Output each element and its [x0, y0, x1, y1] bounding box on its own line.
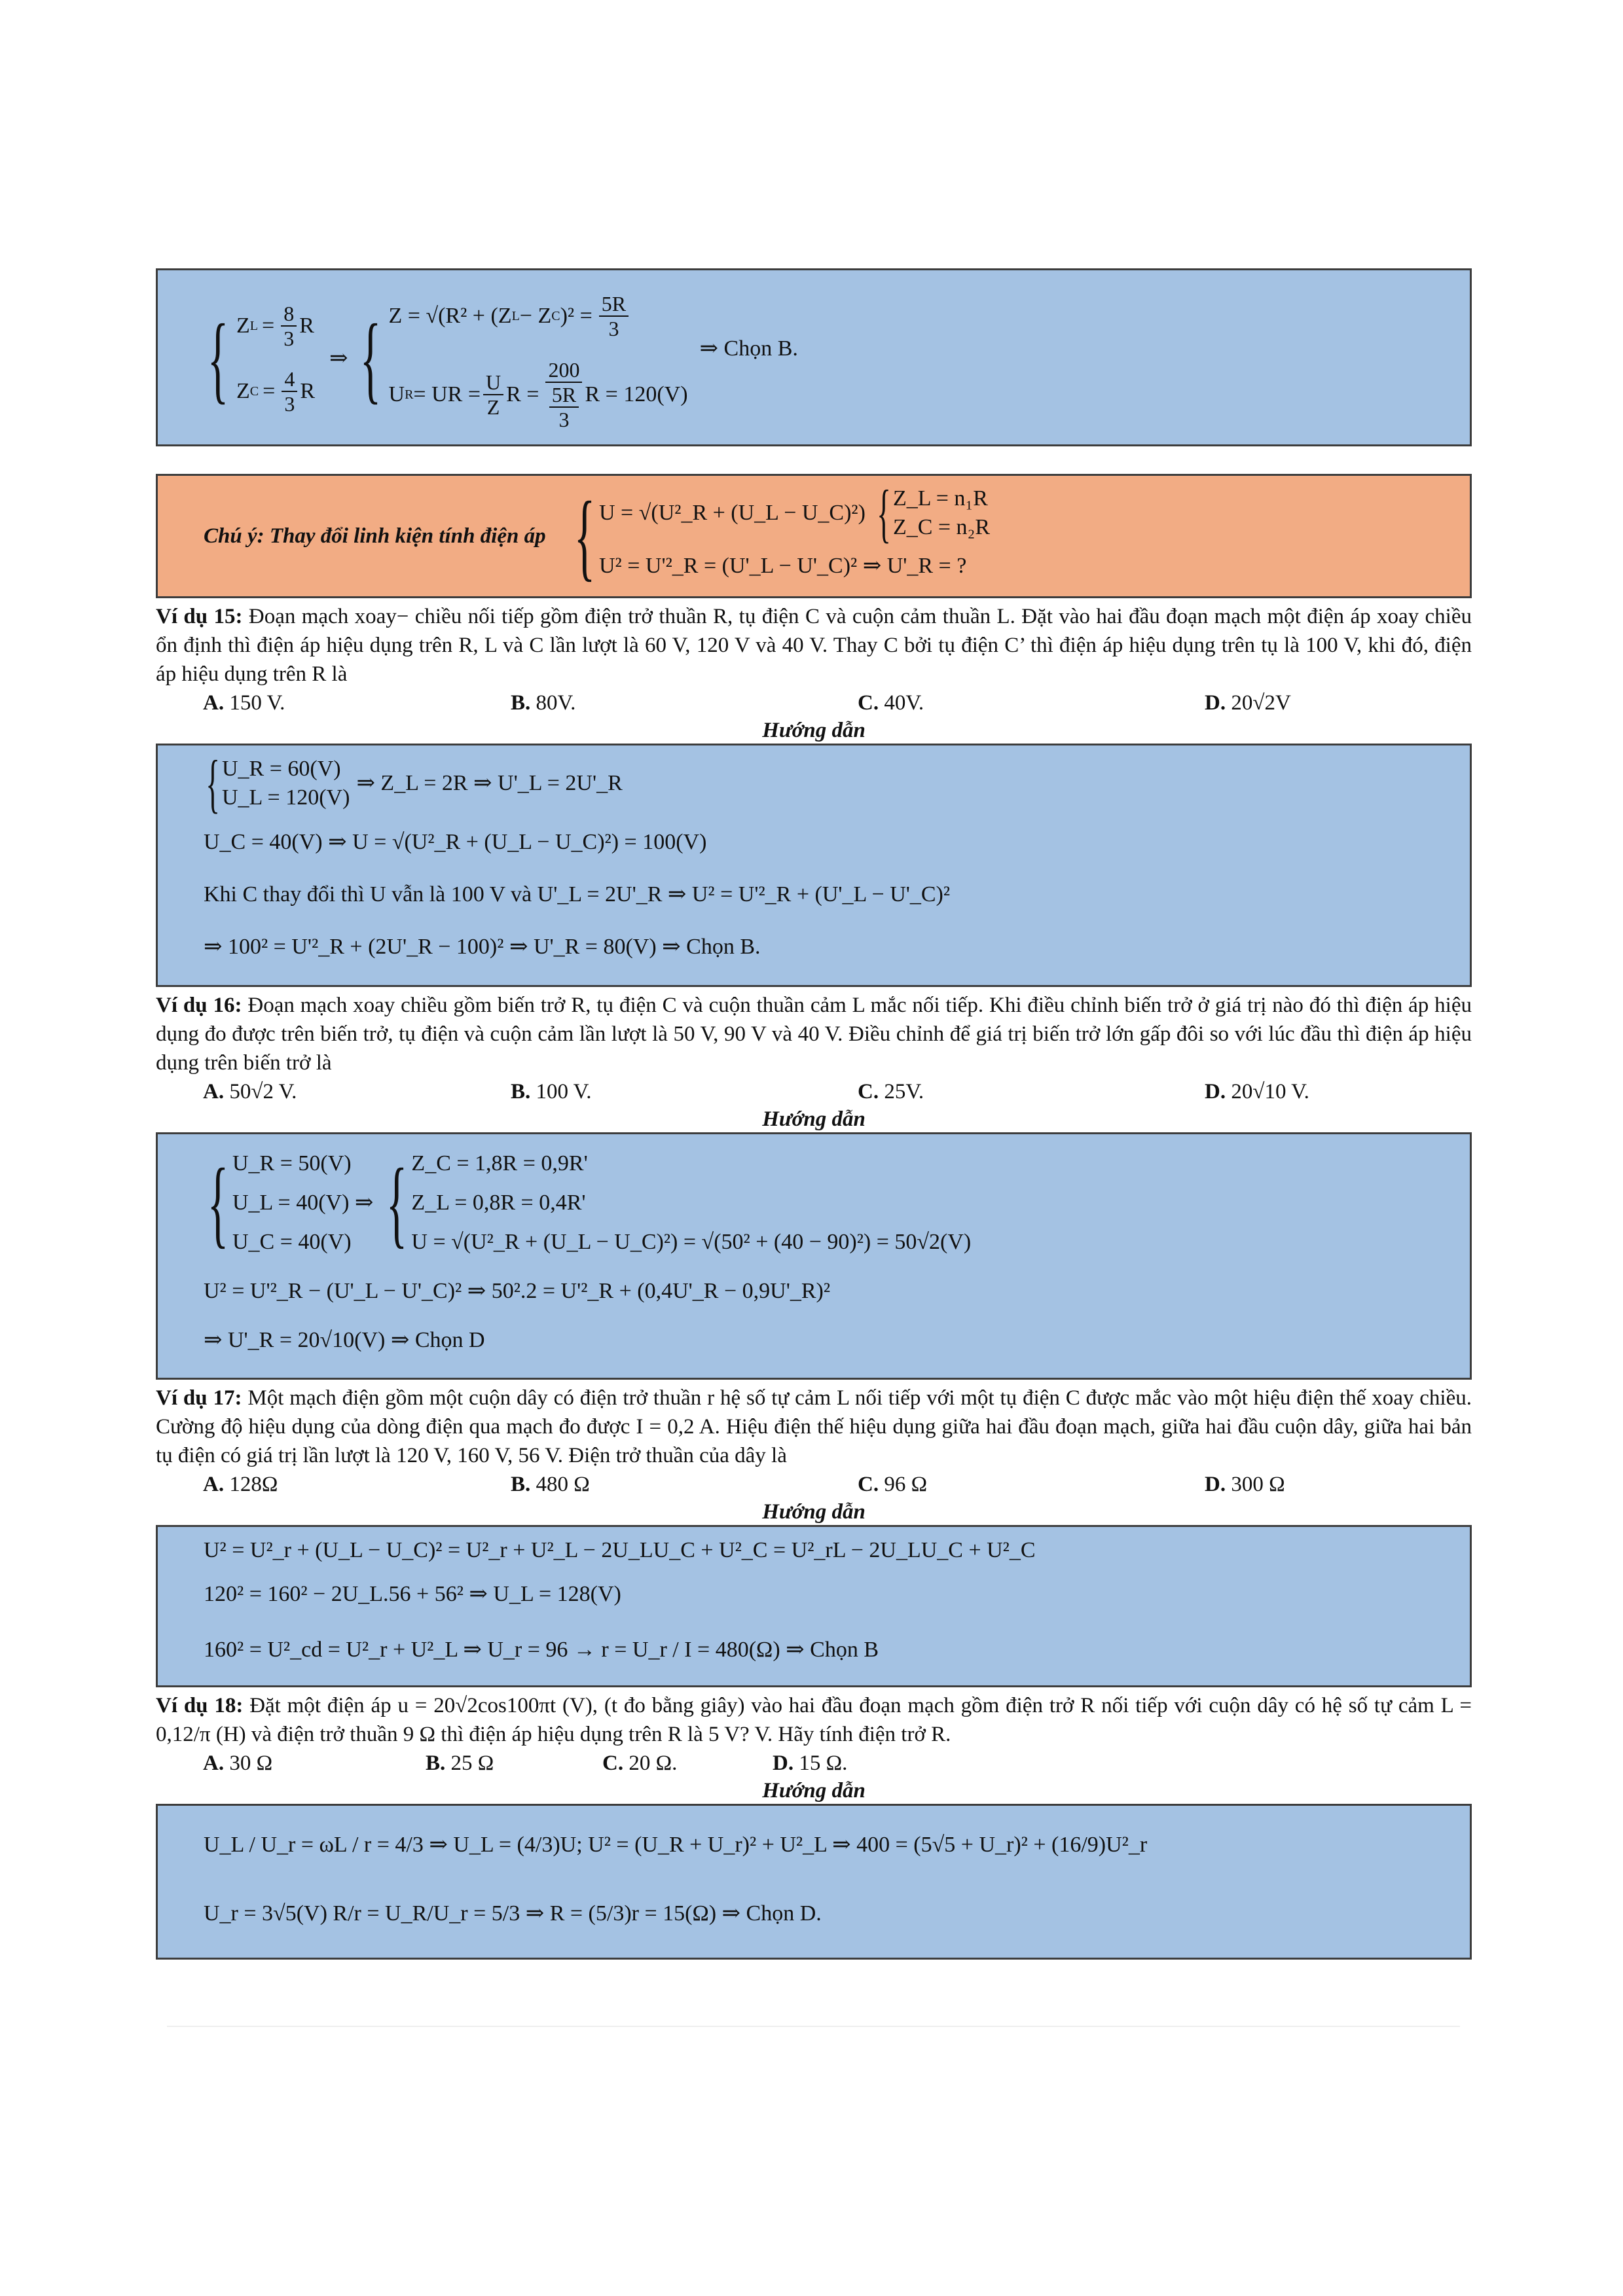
choice-d: D. 20√10 V. [1205, 1080, 1309, 1103]
uc-value: U_C = 40(V) [232, 1230, 352, 1254]
u2-equation: U² = U'²_R − (U'_L − U'_C)² ⇒ 50².2 = U'²_R + (0,4U'_R − 0,9U'_R)² [204, 1279, 831, 1303]
ur-result: R = 120(V) [585, 382, 688, 406]
brace: { [386, 1149, 408, 1257]
r-calc: 160² = U²_cd = U²_r + U²_L ⇒ U_r = 96 → r = U_r / I = 480(Ω) ⇒ Chọn B [204, 1638, 879, 1662]
ul-ratio: U_L / U_r = ωL / r = 4/3 ⇒ U_L = (4/3)U; U² = (U_R + U_r)² + U²_L ⇒ 400 = (5√5 + U_r)² + (16/9)U²_r [204, 1833, 1148, 1857]
zc-symbol: Z [236, 379, 250, 403]
ur-mid: R = [506, 382, 539, 406]
ur-value: U_R = 50(V) [232, 1151, 352, 1175]
solution-box-15 [156, 744, 1472, 987]
choice-c: C. 40V. [858, 691, 924, 715]
brace-small: { [877, 476, 891, 549]
zc-value: Z_C = 1,8R = 0,9R' [411, 1151, 588, 1175]
guide-heading: Hướng dẫn [762, 1779, 866, 1803]
example-15-choices [156, 689, 1472, 717]
impedance-system [236, 293, 315, 424]
u-calc: U_C = 40(V) ⇒ U = √(U²_R + (U_L − U_C)²) = 100(V) [204, 830, 707, 854]
choice-d: D. 15 Ω. [773, 1751, 848, 1775]
ur-big-den [549, 383, 579, 431]
zl-fraction [281, 302, 297, 350]
zl-symbol: Z [236, 314, 250, 338]
solution-box-previous [156, 268, 1472, 446]
u-over-z [483, 370, 503, 419]
r-calc: U_r = 3√5(V) R/r = U_R/U_r = 5/3 ⇒ R = (5/3)r = 15(Ω) ⇒ Chọn D. [204, 1901, 822, 1926]
ur-big-fraction [545, 358, 582, 431]
guide-heading: Hướng dẫn [762, 1500, 866, 1524]
ur-eq: = UR = [413, 382, 481, 406]
ur-big-den-den: 3 [558, 408, 570, 431]
choice-b: B. 480 Ω [511, 1473, 590, 1496]
brace: { [574, 482, 596, 590]
solution-box-18 [156, 1804, 1472, 1960]
zl-den: 3 [283, 327, 295, 350]
solution-box-16 [156, 1132, 1472, 1380]
page-content [156, 268, 1472, 1960]
choice-b: B. 80V. [511, 691, 576, 715]
example-17-title: Ví dụ 17: [156, 1386, 242, 1410]
zl-relation: ⇒ Z_L = 2R ⇒ U'_L = 2U'_R [356, 771, 623, 795]
example-18-title: Ví dụ 18: [156, 1694, 244, 1717]
example-17-text: Một mạch điện gồm một cuộn dây có điện trở thuần r hệ số tự cảm L nối tiếp với một tụ điện C được mắc vào một hiệu điện thế xoay chiều. Cường độ hiệu dụng của dòng điện qua mạch đo được I = 0,2 A. Hiệu điện thế hiệu dụng giữa hai đầu đoạn mạch, giữa hai đầu cuộn dây, giữa hai bản tụ điện có giá trị lần lượt là 120 V, 160 V, 56 V. Điện trở thuần của dây là [156, 1386, 1472, 1467]
solution-box-17 [156, 1525, 1472, 1687]
ur-big-den-num: 5R [549, 383, 579, 408]
brace: { [207, 1149, 229, 1257]
zc-sub: C [249, 384, 259, 399]
z-formula-start: Z = √(R² + (Z [388, 304, 512, 328]
example-18 [156, 1691, 1472, 1749]
choice-a: A. 150 V. [203, 691, 285, 715]
choice-a: A. 50√2 V. [203, 1080, 297, 1103]
choice-c: C. 96 Ω [858, 1473, 928, 1496]
ul-value: U_L = 40(V) ⇒ [232, 1191, 374, 1215]
z-formula-mid: − Z [519, 304, 552, 328]
ur-symbol: U [388, 382, 405, 406]
example-16-text: Đoạn mạch xoay chiều gồm biến trở R, tụ điện C và cuộn thuần cảm L mắc nối tiếp. Khi điều chỉnh biến trở ở giá trị nào đó thì điện áp hiệu dụng đo được trên biến trở, tụ điện và cuộn cảm lần lượt là 50 V, 90 V và 40 V. Điều chỉnh để giá trị biến trở lớn gấp đôi so với lúc đầu thì điện áp hiệu dụng trên biến trở là [156, 994, 1472, 1075]
zc-r: R [300, 379, 315, 403]
u2-formula: U² = U'²_R = (U'_L − U'_C)² ⇒ U'_R = ? [599, 554, 967, 578]
zc-num: 4 [282, 367, 297, 392]
guide-heading: Hướng dẫn [762, 1107, 866, 1131]
example-16-choices [156, 1077, 1472, 1106]
z-result-den: 3 [608, 317, 619, 340]
note-label: Chú ý: Thay đổi linh kiện tính điện áp [204, 524, 546, 548]
footer-rule [167, 2026, 1460, 2027]
z-result-num: 5R [599, 292, 629, 317]
choice-a: A. 30 Ω [203, 1751, 273, 1775]
example-15-title: Ví dụ 15: [156, 605, 243, 628]
zc-n2: Z_C = n₂R [892, 515, 991, 539]
z-values [893, 484, 990, 542]
z-den: Z [486, 395, 500, 419]
example-17 [156, 1384, 1472, 1470]
u-formula: U = √(U²_R + (U_L − U_C)²) [599, 501, 866, 525]
answer-b: ⇒ Chọn B. [699, 336, 798, 361]
u-calc: U = √(U²_R + (U_L − U_C)²) = √(50² + (40 − 90)²) = 50√2(V) [411, 1230, 972, 1254]
example-15-text: Đoạn mạch xoay− chiều nối tiếp gồm điện trở thuần R, tụ điện C và cuộn cảm thuần L. Đặt vào hai đầu đoạn mạch một điện áp xoay chiều ổn định thì điện áp hiệu dụng trên R, L và C lần lượt là 60 V, 120 V và 40 V. Thay C bởi tụ điện C’ thì điện áp hiệu dụng trên tụ là 100 V, khi đó, điện áp hiệu dụng trên R là [156, 605, 1472, 686]
zl-eq: = [262, 314, 275, 338]
brace: { [206, 747, 220, 819]
u2-expansion: U² = U²_r + (U_L − U_C)² = U²_r + U²_L − 2U_LU_C + U²_C = U²_rL − 2U_LU_C + U²_C [204, 1538, 1036, 1562]
brace: { [359, 304, 381, 413]
z-formula-end: )² = [560, 304, 593, 328]
implies-arrow: ⇒ [329, 346, 348, 370]
choice-d: D. 20√2V [1205, 691, 1291, 715]
final-result: ⇒ 100² = U'²_R + (2U'_R − 100)² ⇒ U'_R = 80(V) ⇒ Chọn B. [204, 935, 761, 959]
guide-heading: Hướng dẫn [762, 719, 866, 742]
c-change: Khi C thay đổi thì U vẫn là 100 V và U'_L = 2U'_R ⇒ U² = U'²_R + (U'_L − U'_C)² [204, 882, 951, 906]
zc-eq: = [263, 379, 276, 403]
ul-calc: 120² = 160² − 2U_L.56 + 56² ⇒ U_L = 128(V) [204, 1582, 621, 1606]
u-num: U [483, 370, 503, 395]
choice-c: C. 25V. [858, 1080, 924, 1103]
zl-num: 8 [281, 302, 297, 327]
zc-fraction [282, 367, 297, 416]
zc-den: 3 [284, 392, 295, 416]
ur-big-num: 200 [545, 358, 582, 383]
choice-a: A. 128Ω [203, 1473, 278, 1496]
result-system: Z = √(R² + (Z L − Z C )² = $\frac{5R}{3}$ U R = UR = $\frac{U}{Z}$ R = $\frac{200}{\frac{5R}{3}}$ R = 120(V) [388, 292, 688, 431]
zl-value: Z_L = 0,8R = 0,4R' [411, 1191, 586, 1215]
zl-n1: Z_L = n₁R [892, 486, 988, 511]
example-17-choices [156, 1470, 1472, 1499]
zl-r: R [299, 314, 314, 338]
brace: { [207, 304, 229, 413]
example-16-title: Ví dụ 16: [156, 994, 242, 1017]
note-formulas [599, 476, 991, 589]
example-16 [156, 991, 1472, 1077]
ur-value: U_R = 60(V) [222, 757, 341, 781]
choice-b: B. 100 V. [511, 1080, 592, 1103]
note-box [156, 474, 1472, 598]
final-result: ⇒ U'_R = 20√10(V) ⇒ Chọn D [204, 1328, 485, 1352]
ur-sub: R [405, 387, 414, 402]
example-15 [156, 602, 1472, 689]
zl-sub: L [249, 319, 258, 333]
choice-d: D. 300 Ω [1205, 1473, 1285, 1496]
example-18-choices [156, 1749, 1472, 1778]
ul-value: U_L = 120(V) [222, 785, 350, 810]
choice-b: B. 25 Ω [426, 1751, 494, 1775]
example-18-text: Đặt một điện áp u = 20√2cos100πt (V), (t đo bằng giây) vào hai đầu đoạn mạch gồm điện trở R nối tiếp với cuộn dây có hệ số tự cảm L = 0,12/π (H) và điện trở thuần 9 Ω thì điện áp hiệu dụng trên R là 5 V? V. Hãy tính điện trở R. [156, 1694, 1472, 1746]
choice-c: C. 20 Ω. [602, 1751, 678, 1775]
z-result-fraction [599, 292, 629, 340]
